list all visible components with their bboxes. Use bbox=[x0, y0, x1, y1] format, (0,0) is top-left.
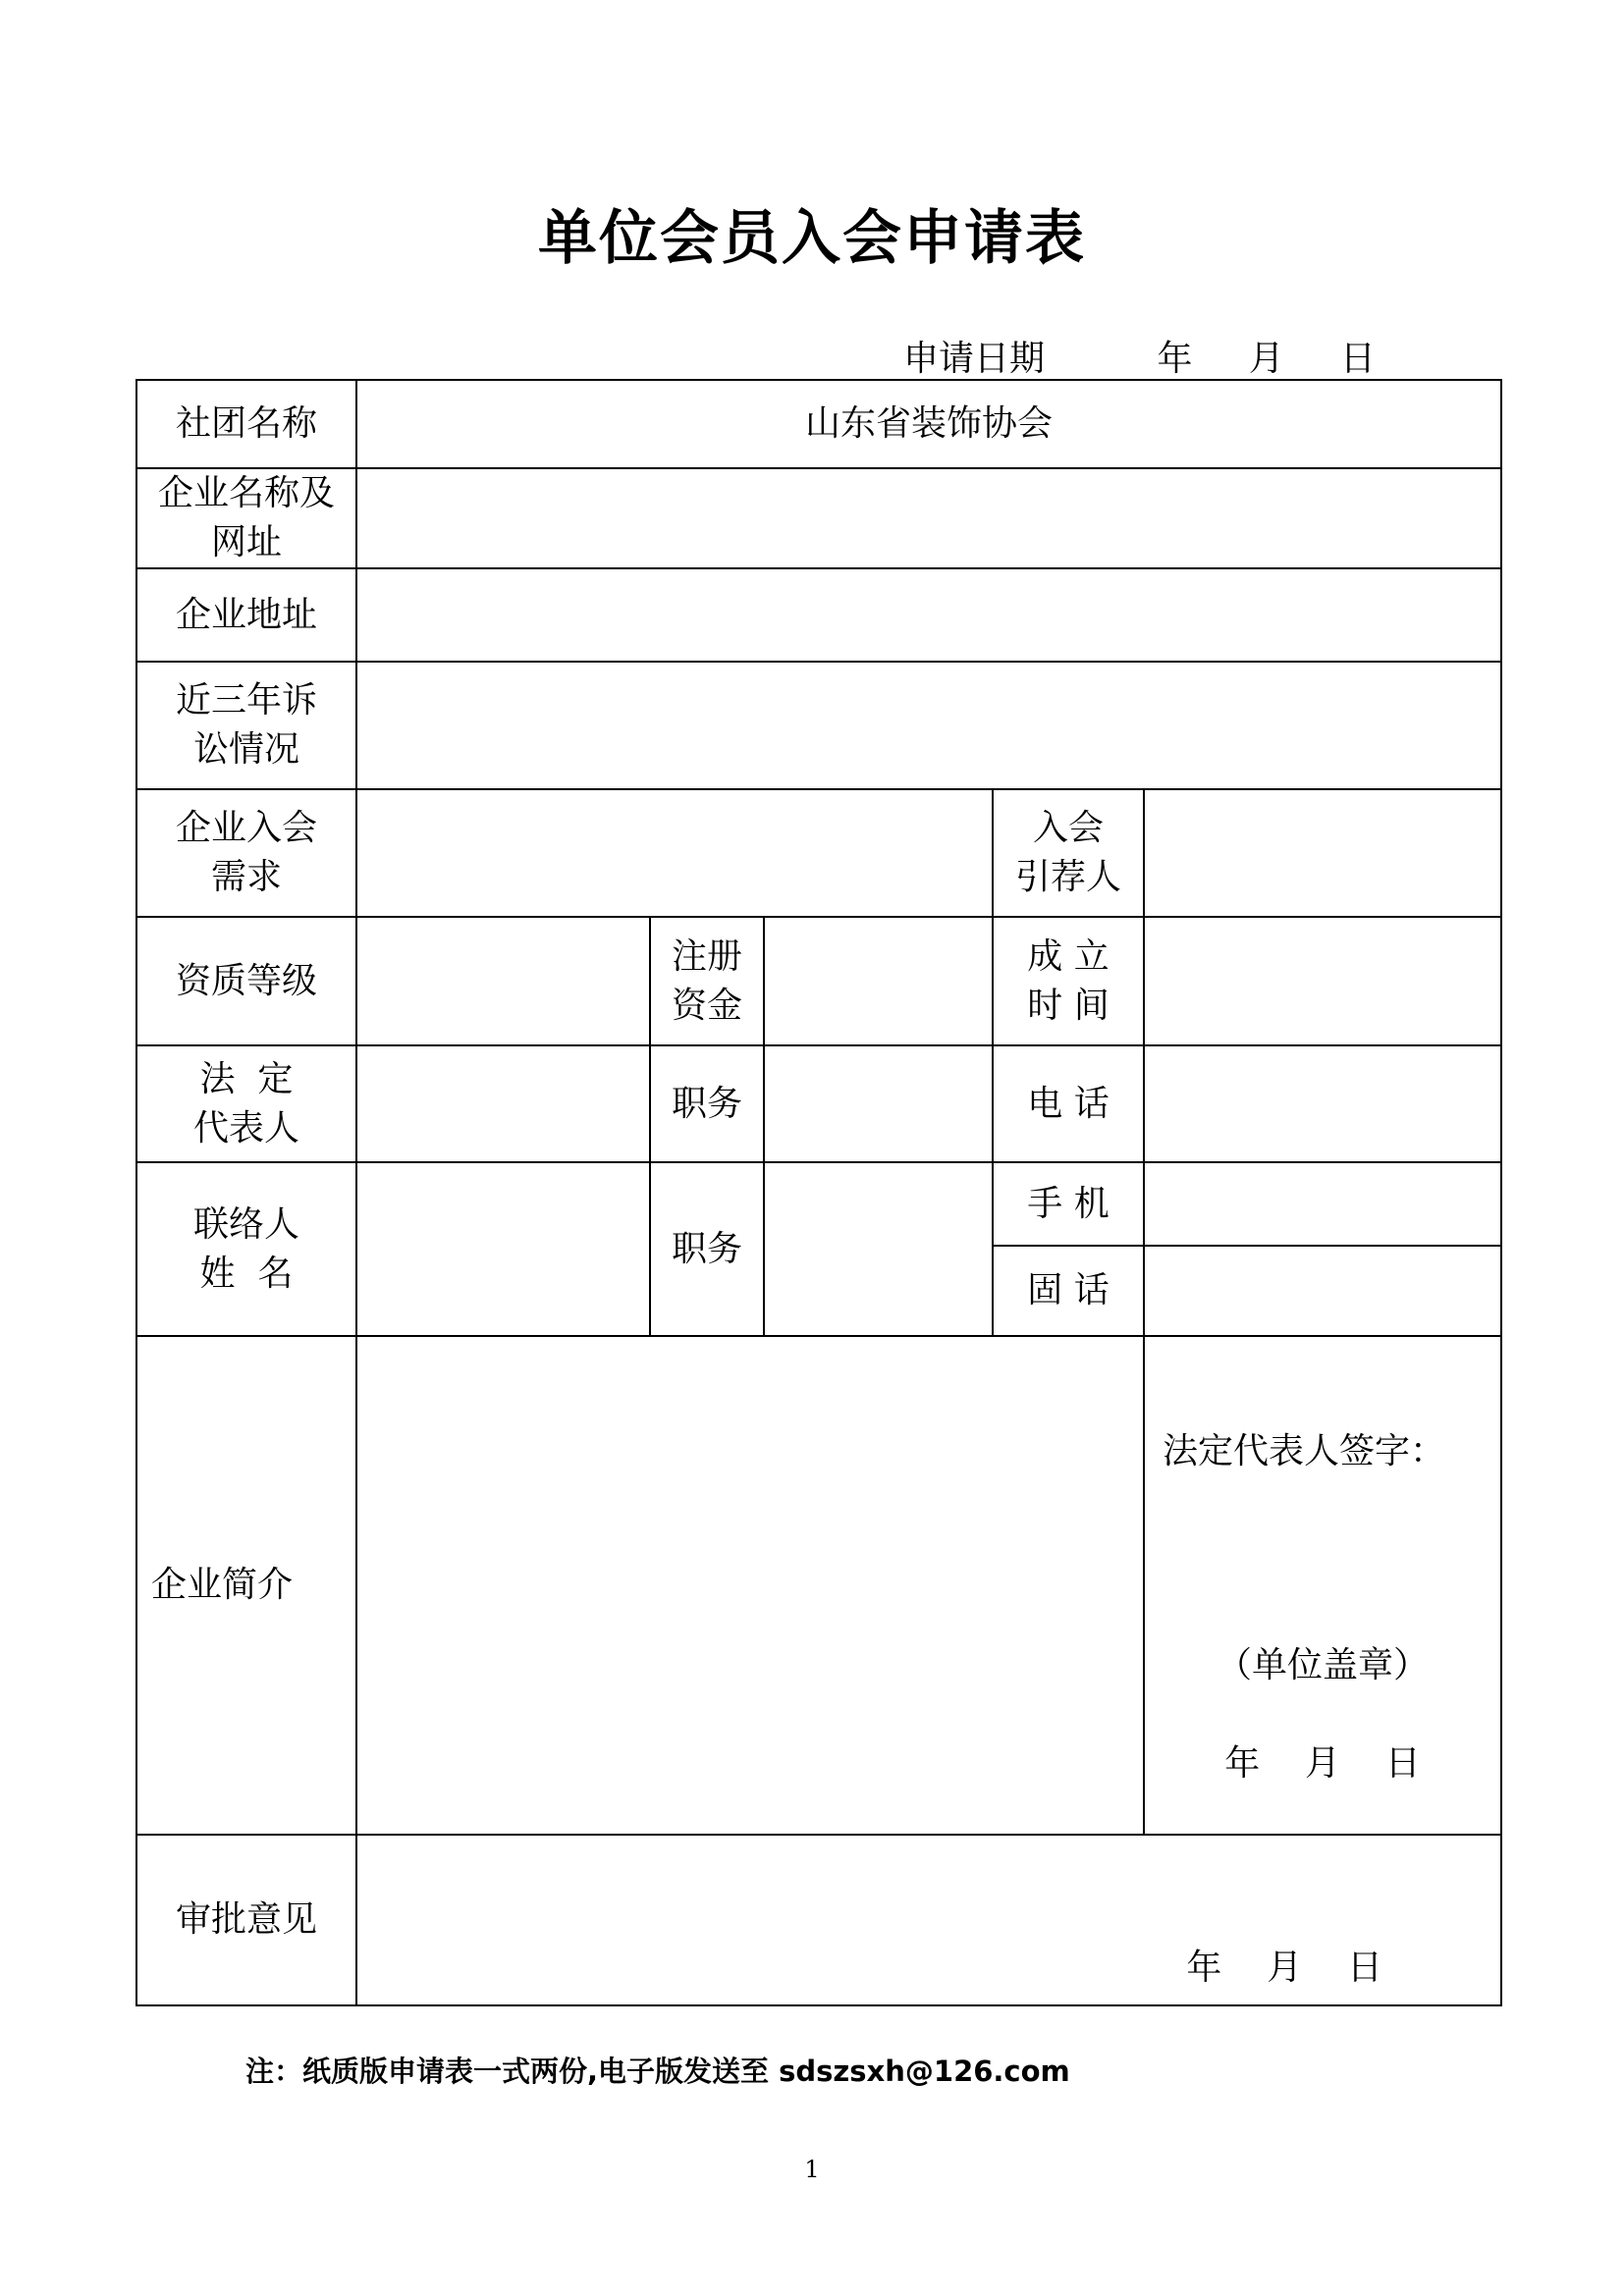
referrer-label bbox=[993, 789, 1144, 917]
approval-year: 年 bbox=[1186, 1948, 1222, 1988]
established-label-line2: 时 间 bbox=[1027, 985, 1110, 1026]
approval-day: 日 bbox=[1347, 1948, 1383, 1988]
referrer-label-line2: 引荐人 bbox=[1014, 857, 1121, 897]
date-month: 月 bbox=[1248, 339, 1284, 379]
referrer-field[interactable] bbox=[1144, 789, 1501, 917]
signature-year: 年 bbox=[1224, 1743, 1261, 1784]
company-name-field[interactable] bbox=[356, 468, 1501, 568]
company-name-label bbox=[136, 468, 356, 568]
row-company-address bbox=[136, 568, 1501, 662]
row-intro bbox=[136, 1336, 1501, 1835]
registered-capital-field[interactable] bbox=[764, 917, 993, 1045]
intro-label: 企业简介 bbox=[136, 1336, 356, 1835]
company-address-field[interactable] bbox=[356, 568, 1501, 662]
landline-field[interactable] bbox=[1144, 1246, 1501, 1336]
row-approval bbox=[136, 1835, 1501, 2005]
established-label-line1: 成 立 bbox=[1027, 935, 1110, 977]
contact-position-label: 职务 bbox=[650, 1162, 764, 1336]
qualification-field[interactable] bbox=[356, 917, 650, 1045]
approval-field[interactable] bbox=[356, 1835, 1501, 2005]
litigation-label-line1: 近三年诉 bbox=[175, 680, 317, 721]
row-litigation bbox=[136, 662, 1501, 789]
date-year: 年 bbox=[1157, 339, 1193, 379]
approval-month: 月 bbox=[1267, 1948, 1303, 1988]
join-needs-label-line1: 企业入会 bbox=[175, 808, 317, 848]
intro-field[interactable] bbox=[356, 1336, 1144, 1835]
legal-rep-label-line1: 法 定 bbox=[199, 1058, 294, 1099]
litigation-label-line2: 讼情况 bbox=[192, 729, 299, 770]
phone-label: 电 话 bbox=[993, 1045, 1144, 1162]
registered-capital-label-line1: 注册 bbox=[671, 935, 742, 977]
legal-rep-field[interactable] bbox=[356, 1045, 650, 1162]
legal-rep-label bbox=[136, 1045, 356, 1162]
signature-day: 日 bbox=[1384, 1743, 1421, 1784]
qualification-label: 资质等级 bbox=[136, 917, 356, 1045]
row-join-needs bbox=[136, 789, 1501, 917]
mobile-field[interactable] bbox=[1144, 1162, 1501, 1246]
join-needs-label-line2: 需求 bbox=[210, 857, 282, 897]
signature-date bbox=[1145, 1739, 1500, 1789]
contact-label-line2: 姓 名 bbox=[199, 1253, 294, 1294]
application-date-label: 申请日期 bbox=[903, 339, 1046, 379]
row-org-name bbox=[136, 380, 1501, 468]
referrer-label-line1: 入会 bbox=[1032, 808, 1104, 848]
established-field[interactable] bbox=[1144, 917, 1501, 1045]
phone-field[interactable] bbox=[1144, 1045, 1501, 1162]
seal-label: （单位盖章） bbox=[1217, 1645, 1430, 1685]
mobile-label: 手 机 bbox=[993, 1162, 1144, 1246]
contact-label-line1: 联络人 bbox=[192, 1203, 299, 1245]
litigation-label bbox=[136, 662, 356, 789]
row-qualification bbox=[136, 917, 1501, 1045]
row-company-name bbox=[136, 468, 1501, 568]
approval-date bbox=[1186, 1944, 1382, 1993]
row-legal-rep bbox=[136, 1045, 1501, 1162]
signature-month: 月 bbox=[1305, 1743, 1341, 1784]
row-contact-mobile bbox=[136, 1162, 1501, 1246]
registered-capital-label-line2: 资金 bbox=[671, 985, 742, 1026]
date-day: 日 bbox=[1339, 339, 1376, 379]
established-label bbox=[993, 917, 1144, 1045]
join-needs-label bbox=[136, 789, 356, 917]
contact-name-field[interactable] bbox=[356, 1162, 650, 1336]
company-name-label-line1: 企业名称及 bbox=[157, 473, 335, 513]
join-needs-field[interactable] bbox=[356, 789, 993, 917]
org-name-value: 山东省装饰协会 bbox=[356, 380, 1501, 468]
footnote: 注：纸质版申请表一式两份,电子版发送至 sdszsxh@126.com bbox=[245, 2055, 1070, 2088]
contact-position-field[interactable] bbox=[764, 1162, 993, 1336]
signature-cell[interactable] bbox=[1144, 1336, 1501, 1835]
contact-label bbox=[136, 1162, 356, 1336]
litigation-field[interactable] bbox=[356, 662, 1501, 789]
approval-label: 审批意见 bbox=[136, 1835, 356, 2005]
signature-label: 法定代表人签字： bbox=[1163, 1431, 1446, 1471]
org-name-label: 社团名称 bbox=[136, 380, 356, 468]
landline-label: 固 话 bbox=[993, 1246, 1144, 1336]
application-form-table bbox=[135, 379, 1502, 2006]
company-address-label: 企业地址 bbox=[136, 568, 356, 662]
legal-rep-label-line2: 代表人 bbox=[192, 1107, 299, 1148]
application-date-line bbox=[903, 331, 1376, 381]
company-name-label-line2: 网址 bbox=[210, 522, 282, 562]
page-title: 单位会员入会申请表 bbox=[538, 204, 1086, 273]
legal-rep-position-field[interactable] bbox=[764, 1045, 993, 1162]
legal-rep-position-label: 职务 bbox=[650, 1045, 764, 1162]
registered-capital-label bbox=[650, 917, 764, 1045]
page-number: 1 bbox=[804, 2156, 820, 2183]
